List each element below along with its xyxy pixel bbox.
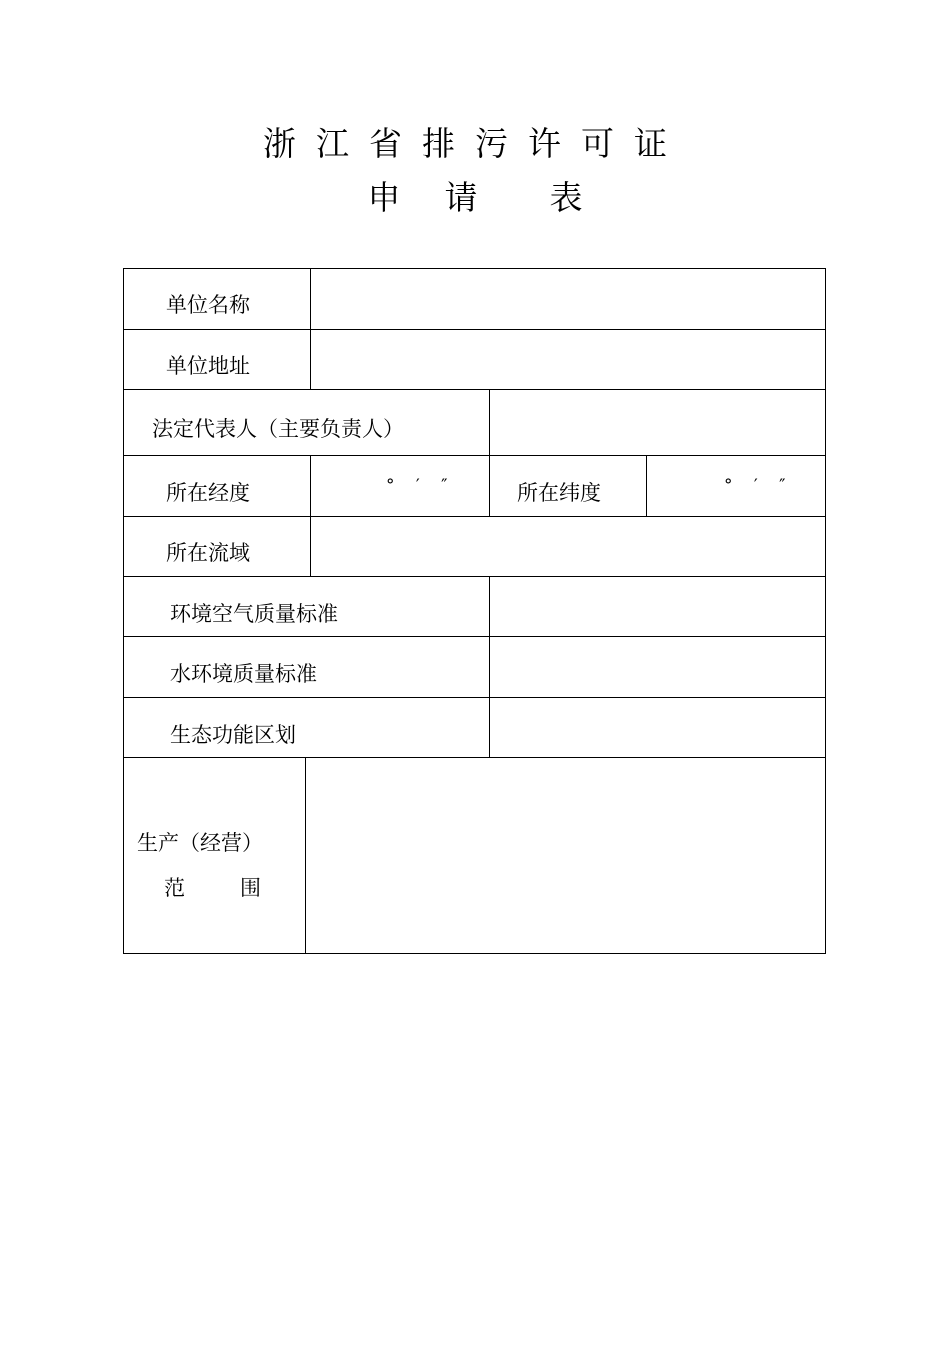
subtitle-char-1: 申: [367, 178, 401, 217]
longitude-field[interactable]: ° ′ ″: [386, 476, 456, 496]
basin-label: 所在流域: [166, 541, 250, 565]
unit-name-field[interactable]: [311, 269, 826, 329]
legal-rep-label: 法定代表人（主要负责人）: [152, 417, 404, 441]
document-subtitle: [0, 176, 950, 220]
longitude-label: 所在经度: [166, 481, 250, 505]
unit-address-field[interactable]: [311, 330, 826, 389]
latitude-label: 所在纬度: [517, 481, 601, 505]
water-quality-std-label: 水环境质量标准: [170, 662, 317, 686]
eco-zoning-field[interactable]: [490, 698, 826, 757]
row-divider: [124, 455, 825, 456]
column-divider: [646, 455, 647, 516]
scope-label-line1: 生产（经营）: [137, 831, 263, 855]
scope-label-char-1: 范: [164, 876, 185, 900]
document-title: 浙江省排污许可证: [263, 124, 687, 163]
subtitle-char-3: 表: [549, 178, 583, 217]
unit-name-label: 单位名称: [166, 293, 250, 317]
subtitle-char-2: 请: [444, 178, 478, 217]
air-quality-std-label: 环境空气质量标准: [170, 602, 338, 626]
scope-label-char-2: 围: [240, 876, 261, 900]
basin-field[interactable]: [311, 517, 826, 576]
unit-address-label: 单位地址: [166, 354, 250, 378]
application-form: [123, 268, 826, 954]
legal-rep-field[interactable]: [490, 390, 826, 455]
scope-field[interactable]: [306, 758, 826, 954]
latitude-field[interactable]: ° ′ ″: [724, 476, 794, 496]
water-quality-std-field[interactable]: [490, 637, 826, 697]
air-quality-std-field[interactable]: [490, 577, 826, 636]
eco-zoning-label: 生态功能区划: [170, 723, 296, 747]
